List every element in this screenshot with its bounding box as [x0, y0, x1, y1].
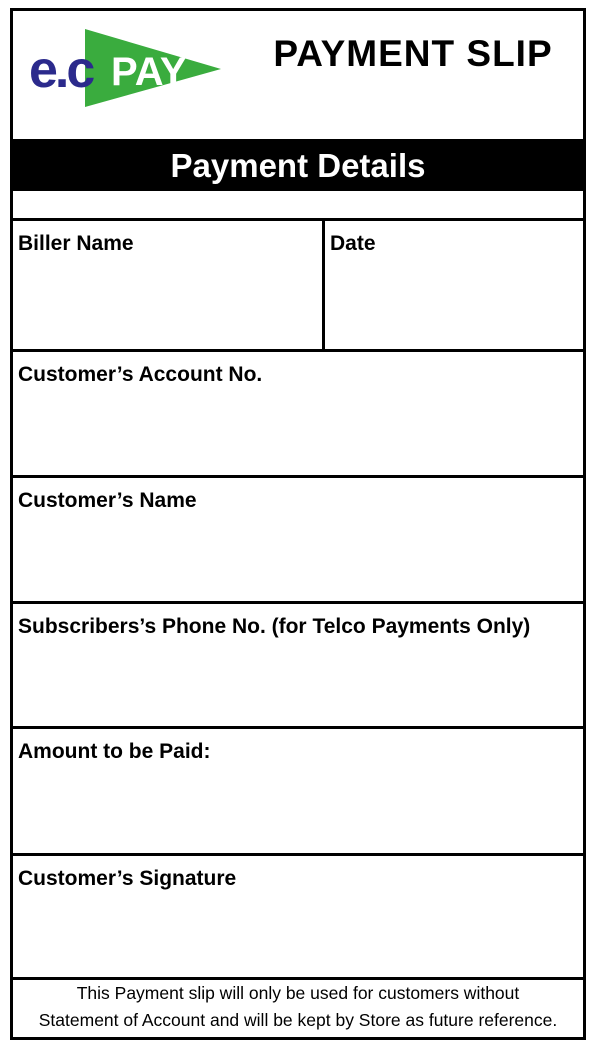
signature-field[interactable] [13, 856, 583, 980]
account-no-field[interactable] [13, 352, 583, 478]
amount-label: Amount to be Paid: [18, 740, 211, 763]
date-field[interactable] [325, 221, 583, 349]
customer-name-field[interactable] [13, 478, 583, 604]
logo-text-accent: PAY [111, 50, 187, 94]
ecpay-logo [27, 27, 221, 109]
payment-slip [10, 8, 586, 1040]
amount-field[interactable] [13, 729, 583, 856]
section-title-bar: Payment Details [10, 139, 586, 191]
customer-name-label: Customer’s Name [18, 489, 197, 512]
biller-name-label: Biller Name [18, 232, 134, 255]
row-biller-date [13, 221, 583, 352]
footer-line-1: This Payment slip will only be used for customers without [76, 983, 520, 1003]
slip-header [13, 11, 583, 139]
footer-note [13, 977, 583, 1037]
date-label: Date [330, 232, 376, 255]
logo-text-main: e.c [29, 41, 93, 99]
biller-name-field[interactable] [13, 221, 325, 349]
phone-no-label: Subscribers’s Phone No. (for Telco Payments Only) [18, 615, 531, 638]
page-title: PAYMENT SLIP [273, 33, 553, 74]
account-no-label: Customer’s Account No. [18, 363, 263, 386]
phone-no-field[interactable] [13, 604, 583, 729]
signature-label: Customer’s Signature [18, 867, 237, 890]
footer-line-2: Statement of Account and will be kept by Store as future reference. [38, 1010, 558, 1030]
